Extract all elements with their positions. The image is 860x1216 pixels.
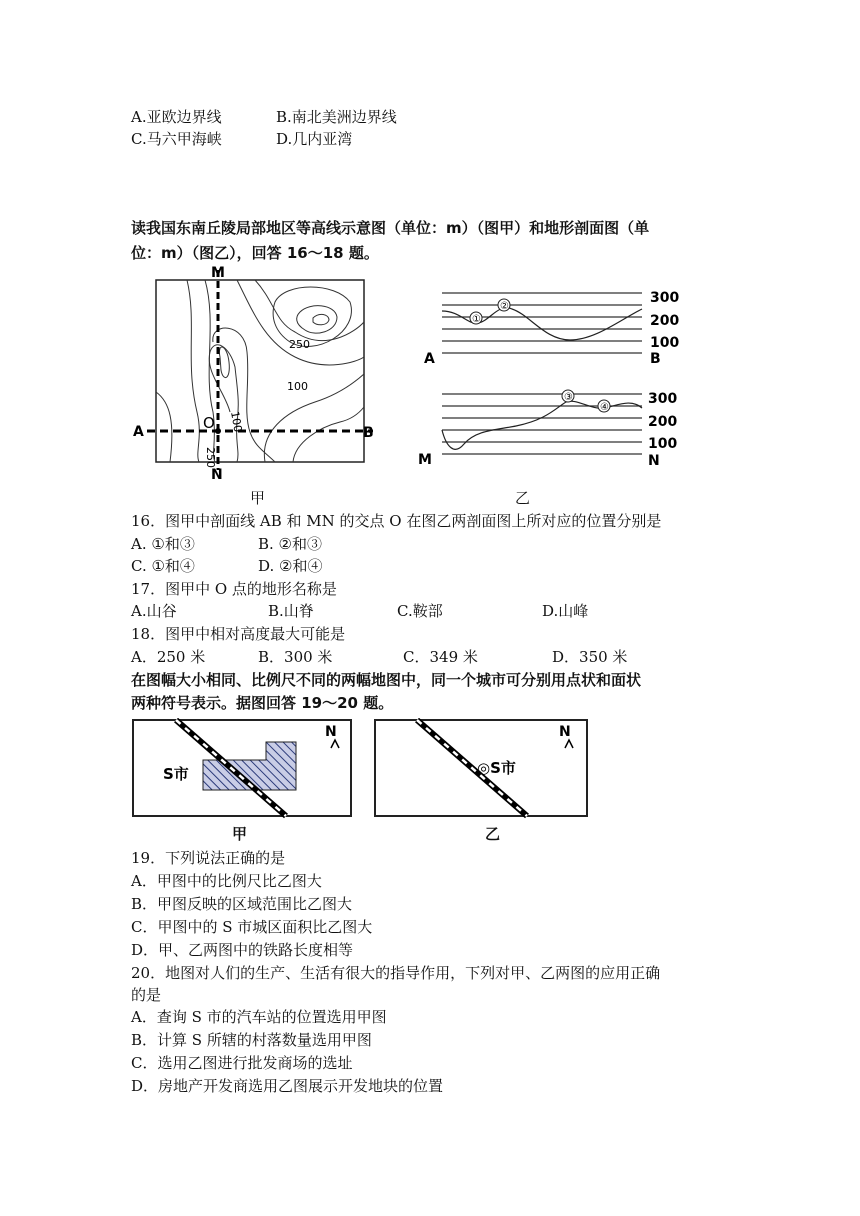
- ab-tick-300: 300: [650, 290, 680, 306]
- q20-stem-line2: 的是: [131, 986, 162, 1004]
- caption-jia-2: 甲: [232, 825, 248, 843]
- q15-option-b: B.南北美洲边界线: [276, 108, 397, 126]
- q18-option-a: A．250 米: [131, 648, 206, 666]
- q18-option-b: B．300 米: [258, 648, 333, 666]
- q19-option-a: A．甲图中的比例尺比乙图大: [131, 872, 322, 890]
- yi-city-label: ◎S市: [477, 759, 516, 777]
- intro-16-18-line2: 位：m）（图乙），回答 16～18 题。: [131, 244, 379, 262]
- point-3: ③: [564, 392, 573, 403]
- q17-option-c: C.鞍部: [397, 602, 443, 620]
- q20-option-c: C．选用乙图进行批发商场的选址: [131, 1054, 353, 1072]
- contour-label-100-mid: 100: [228, 410, 245, 434]
- profile-mn: [416, 386, 696, 471]
- contour-map-jia: [125, 262, 385, 484]
- q20-option-a: A．查询 S 市的汽车站的位置选用甲图: [131, 1008, 387, 1026]
- q17-stem: 17．图甲中 O 点的地形名称是: [131, 580, 337, 598]
- contour-label-100-right: 100: [287, 380, 308, 393]
- label-o: O: [203, 414, 215, 432]
- mn-left-label: M: [418, 452, 432, 468]
- jia-north-label: N: [325, 724, 337, 740]
- intro-19-20-line1: 在图幅大小相同、比例尺不同的两幅地图中，同一个城市可分别用点状和面状: [131, 671, 642, 689]
- q20-stem-line1: 20．地图对人们的生产、生活有很大的指导作用，下列对甲、乙两图的应用正确: [131, 964, 661, 982]
- point-2: ②: [500, 301, 509, 312]
- ab-tick-200: 200: [650, 313, 680, 329]
- label-m: M: [211, 265, 225, 281]
- q18-stem: 18．图甲中相对高度最大可能是: [131, 625, 346, 643]
- q19-option-b: B．甲图反映的区域范围比乙图大: [131, 895, 353, 913]
- q15-option-a: A.亚欧边界线: [131, 108, 222, 126]
- q15-option-c: C.马六甲海峡: [131, 130, 222, 148]
- caption-yi-2: 乙: [485, 825, 501, 843]
- caption-yi-1: 乙: [515, 489, 531, 507]
- contour-label-250-bottom: 250: [204, 447, 217, 468]
- profile-ab: [420, 285, 695, 370]
- q17-option-a: A.山谷: [131, 602, 177, 620]
- q17-option-b: B.山脊: [268, 602, 314, 620]
- point-1: ①: [472, 314, 481, 325]
- intro-19-20-line2: 两种符号表示。据图回答 19～20 题。: [131, 694, 394, 712]
- label-n: N: [211, 467, 223, 483]
- mn-tick-100: 100: [648, 436, 678, 452]
- q19-option-c: C．甲图中的 S 市城区面积比乙图大: [131, 918, 373, 936]
- q16-stem: 16．图甲中剖面线 AB 和 MN 的交点 O 在图乙两剖面图上所对应的位置分别是: [131, 512, 662, 530]
- mn-tick-300: 300: [648, 391, 678, 407]
- yi-north-label: N: [559, 724, 571, 740]
- intro-16-18-line1: 读我国东南丘陵局部地区等高线示意图（单位：m）（图甲）和地形剖面图（单: [131, 219, 650, 237]
- q16-option-c: C. ①和④: [131, 557, 195, 575]
- q20-option-d: D．房地产开发商选用乙图展示开发地块的位置: [131, 1077, 444, 1095]
- city-map-jia: [131, 718, 353, 820]
- q16-option-d: D. ②和④: [258, 557, 323, 575]
- q19-option-d: D．甲、乙两图中的铁路长度相等: [131, 941, 354, 959]
- q16-option-b: B. ②和③: [258, 535, 323, 553]
- q16-option-a: A. ①和③: [131, 535, 195, 553]
- mn-tick-200: 200: [648, 414, 678, 430]
- q18-option-c: C．349 米: [403, 648, 478, 666]
- contour-label-250-top: 250: [289, 338, 310, 351]
- caption-jia-1: 甲: [250, 489, 266, 507]
- q18-option-d: D．350 米: [552, 648, 628, 666]
- mn-right-label: N: [648, 453, 660, 469]
- ab-right-label: B: [650, 351, 661, 367]
- q19-stem: 19．下列说法正确的是: [131, 849, 286, 867]
- point-4: ④: [600, 402, 609, 413]
- jia-city-label: S市: [163, 765, 189, 783]
- ab-left-label: A: [424, 351, 435, 367]
- ab-tick-100: 100: [650, 335, 680, 351]
- label-a: A: [133, 424, 144, 440]
- label-b: B: [363, 425, 374, 441]
- q15-option-d: D.几内亚湾: [276, 130, 353, 148]
- q17-option-d: D.山峰: [542, 602, 589, 620]
- city-map-yi: [373, 718, 589, 820]
- q20-option-b: B．计算 S 所辖的村落数量选用甲图: [131, 1031, 372, 1049]
